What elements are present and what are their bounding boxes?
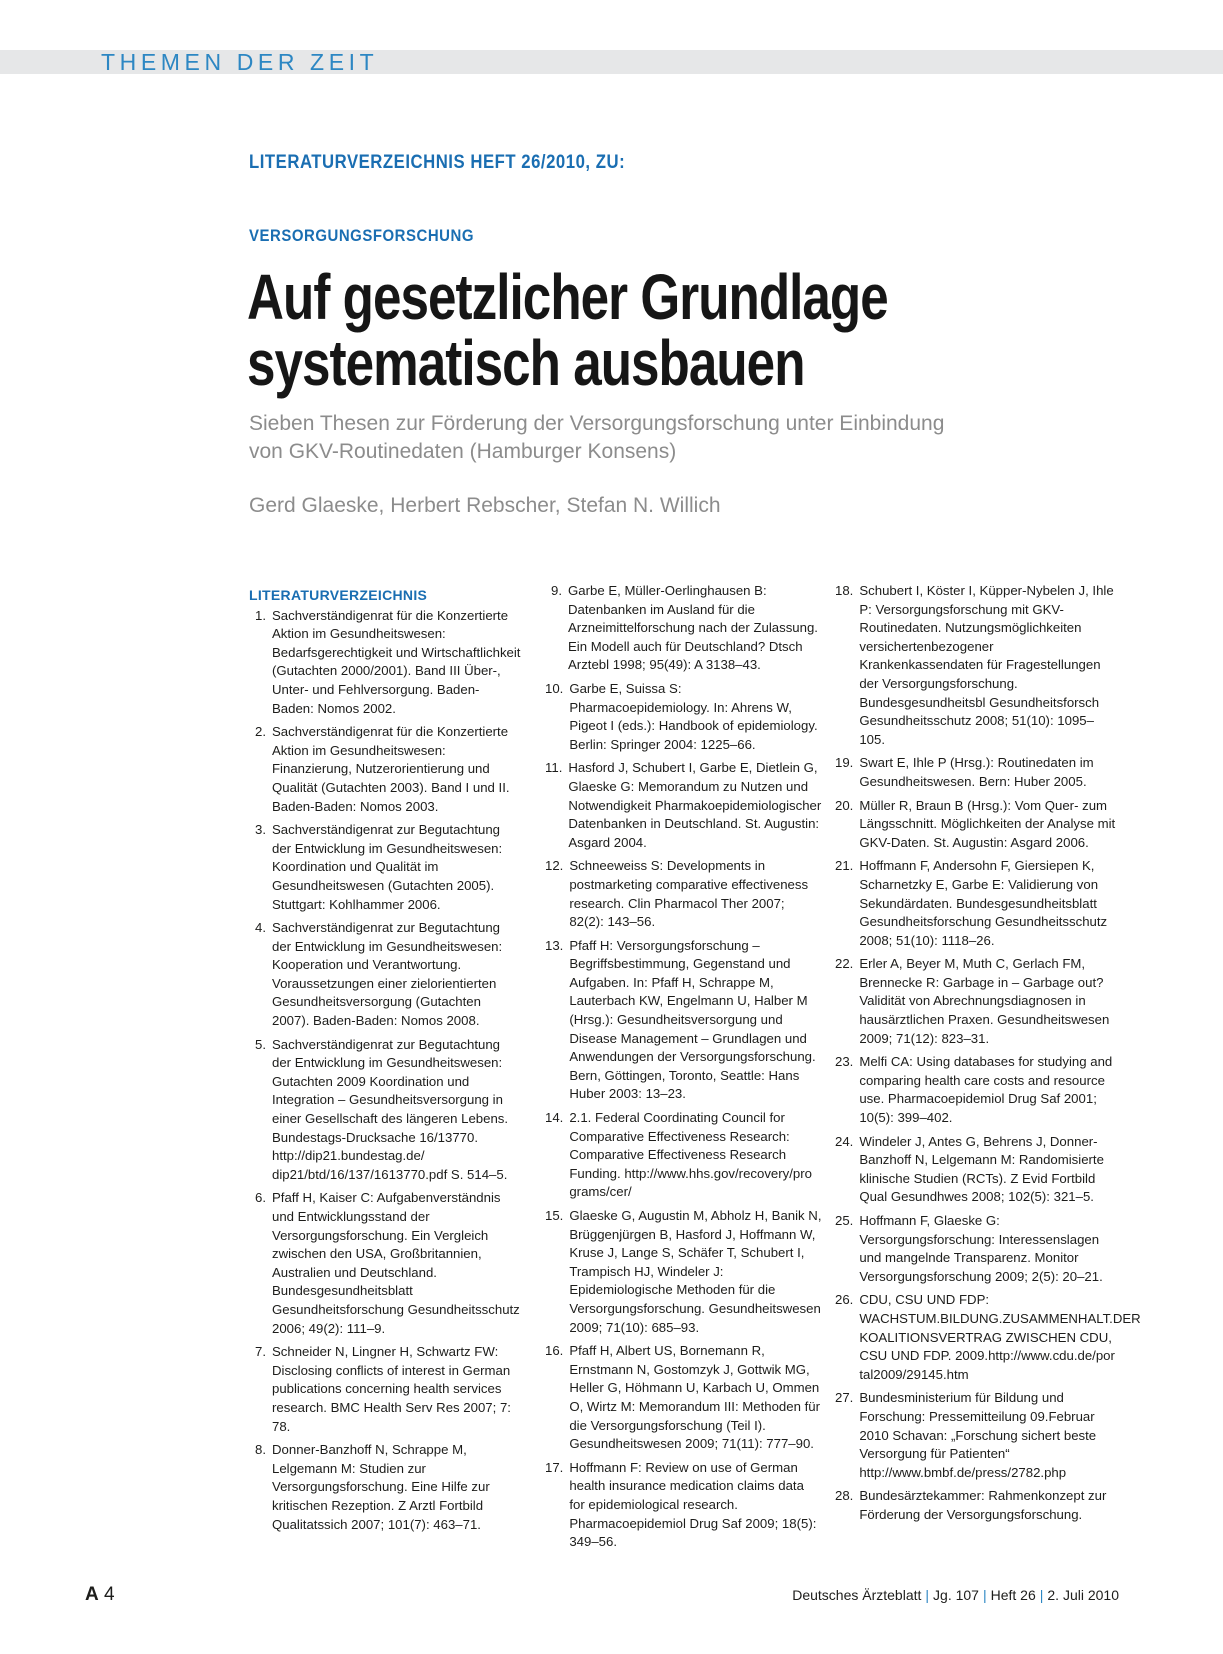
reference-number: 2.	[255, 724, 266, 740]
reference-text: Donner-Banzhoff N, Schrappe M, Lelgemann M: Studien zur Versorgungsforschung. Eine Hilfe zur kritischen Rezeption. Z Arztl Fortbild Qualitatssich 2007; 101(7): 463–71.	[272, 1442, 490, 1532]
reference-number: 17.	[545, 1459, 564, 1475]
reference-number: 14.	[545, 1110, 564, 1126]
journal-issue: Heft 26	[990, 1587, 1036, 1603]
reference-text: Sachverständigenrat für die Konzertierte Aktion im Gesundheitswesen: Bedarfsgerechtigkeit und Wirtschaftlichkeit (Gutachten 2000/2001). Band III Über-, Unter- und Fehlversorgung. Baden-Baden: Nomos 2002.	[272, 607, 521, 716]
reference-text: Pfaff H, Albert US, Bornemann R, Ernstmann N, Gostomzyk J, Gottwik MG, Heller G, Höhmann U, Karbach U, Ommen O, Wirtz M: Memorandum III: Methoden für die Versorgungsforschung (Teil I). Gesundheitswesen 2009; 71(11): 777–90.	[569, 1343, 820, 1452]
reference-item	[835, 754, 1116, 791]
reference-number: 20.	[835, 797, 854, 813]
article-subtitle	[249, 410, 1069, 466]
subtitle-line-2: von GKV-Routinedaten (Hamburger Konsens)	[249, 440, 677, 463]
reference-text: Sachverständigenrat zur Begutachtung der Entwicklung im Gesundheitswesen: Koordination und Qualität im Gesundheitswesen (Gutachten 2005). Stuttgart: Kohlhammer 2006.	[272, 822, 503, 912]
reference-text: Pfaff H, Kaiser C: Aufgabenverständnis und Entwicklungsstand der Versorgungsforschung. Ein Vergleich zwischen den USA, Großbritannien, Australien und Deutschland. Bundesgesundheitsblatt Gesundheitsforschung Gesundheitsschutz 2006; 49(2): 111–9.	[272, 1190, 520, 1336]
reference-item	[545, 937, 822, 1104]
reference-text: Garbe E, Suissa S: Pharmacoepidemiology. In: Ahrens W, Pigeot I (eds.): Handbook of epidemiology. Berlin: Springer 2004: 1225–66.	[569, 680, 818, 752]
reference-text: Schubert I, Köster I, Küpper-Nybelen J, Ihle P: Versorgungsforschung mit GKV-Routinedaten. Nutzungsmöglichkeiten versichertenbezogener Krankenkassendaten für Fragestellungen der Versorgungsforschung. Bundesgesundheitsbl Gesundheitsforsch Gesundheitsschutz 2008; 51(10): 1095–105.	[859, 583, 1114, 747]
section-label: THEMEN DER ZEIT	[101, 49, 379, 75]
reference-item	[835, 1053, 1116, 1127]
reference-text: Bundesministerium für Bildung und Forschung: Pressemitteilung 09.Februar 2010 Schavan: „Forschung sichert beste Versorgung für Patienten“ http://www.bmbf.de/press/2782.php	[859, 1390, 1097, 1480]
reference-text: Bundesärztekammer: Rahmenkonzept zur Förderung der Versorgungsforschung.	[859, 1488, 1107, 1522]
reference-text: 2.1. Federal Coordinating Council for Comparative Effectiveness Research: Comparative Effectiveness Research Funding. http://www.hhs.gov/recovery/pro grams/cer/	[569, 1110, 812, 1200]
journal-footer	[792, 1586, 1119, 1604]
article-title	[247, 261, 888, 399]
reference-number: 19.	[835, 755, 854, 771]
reference-number: 3.	[255, 822, 266, 838]
reference-text: Sachverständigenrat für die Konzertierte Aktion im Gesundheitswesen: Finanzierung, Nutzerorientierung und Qualität (Gutachten 2003). Band I und II. Baden-Baden: Nomos 2003.	[272, 724, 510, 814]
reference-number: 25.	[835, 1213, 854, 1228]
reference-text: Hoffmann F, Andersohn F, Giersiepen K, Scharnetzky E, Garbe E: Validierung von Sekundärdaten. Bundesgesundheitsblatt Gesundheitsforschung Gesundheitsschutz 2008; 51(10): 1118–26.	[859, 858, 1108, 948]
page-letter: A	[85, 1584, 99, 1605]
reference-item	[835, 955, 1116, 1048]
reference-number: 11.	[545, 760, 563, 776]
title-line-2: systematisch ausbauen	[247, 327, 805, 399]
reference-item	[545, 1109, 822, 1202]
reference-item	[249, 919, 521, 1031]
journal-date: 2. Juli 2010	[1047, 1587, 1119, 1603]
page-number	[85, 1584, 115, 1606]
references-heading: LITERATURVERZEICHNIS	[249, 587, 428, 603]
reference-text: Sachverständigenrat zur Begutachtung der Entwicklung im Gesundheitswesen: Kooperation und Verantwortung. Voraussetzungen einer zielorientierten Gesundheitsversorgung (Gutachten 2007). Baden-Baden: Nomos 2008.	[272, 920, 503, 1029]
reference-number: 6.	[255, 1190, 266, 1206]
reference-item	[835, 797, 1116, 853]
reference-item	[545, 582, 822, 675]
separator: |	[1039, 1587, 1044, 1603]
reference-item	[835, 1487, 1116, 1524]
reference-text: Hoffmann F: Review on use of German health insurance medication claims data for epidemiological research. Pharmacoepidemiol Drug Saf 2009; 18(5): 349–56.	[569, 1459, 817, 1550]
reference-number: 16.	[545, 1343, 564, 1359]
reference-item	[249, 723, 521, 816]
reference-item	[249, 1036, 521, 1185]
reference-text: CDU, CSU UND FDP: WACHSTUM.BILDUNG.ZUSAMMENHALT.DER KOALITIONSVERTRAG ZWISCHEN CDU, CSU UND FDP. 2009.http://www.cdu.de/por tal2009/29145.htm	[859, 1292, 1141, 1382]
reference-text: Garbe E, Müller-Oerlinghausen B: Datenbanken im Ausland für die Arzneimittelforschung nach der Zulassung. Ein Modell auch für Deutschland? Dtsch Arztebl 1998; 95(49): A 3138–43.	[568, 583, 818, 673]
reference-column-2	[545, 582, 822, 1557]
reference-text: Swart E, Ihle P (Hrsg.): Routinedaten im Gesundheitswesen. Bern: Huber 2005.	[859, 755, 1094, 789]
reference-column-1	[249, 582, 521, 1539]
reference-text: Pfaff H: Versorgungsforschung – Begriffsbestimmung, Gegenstand und Aufgaben. In: Pfaff H, Schrappe M, Lauterbach KW, Engelmann U, Halber M (Hrsg.): Gesundheitsversorgung und Disease Management – Grundlagen und Anwendungen der Versorgungsforschung. Bern, Göttingen, Toronto, Seattle: Hans Huber 2003: 13–23.	[569, 937, 816, 1102]
reference-number: 28.	[835, 1488, 854, 1504]
separator: |	[982, 1587, 987, 1603]
reference-number: 1.	[255, 607, 266, 623]
reference-number: 22.	[835, 956, 854, 972]
reference-number: 13.	[545, 937, 564, 953]
reference-number: 21.	[835, 858, 854, 874]
reference-text: Hasford J, Schubert I, Garbe E, Dietlein G, Glaeske G: Memorandum zu Nutzen und Notwendigkeit Pharmakoepidemiologischer Datenbanken in Deutschland. St. Augustin: Asgard 2004.	[568, 760, 822, 850]
reference-text: Glaeske G, Augustin M, Abholz H, Banik N, Brüggenjürgen B, Hasford J, Hoffmann W, Kruse J, Lange S, Schäfer T, Schubert I, Trampisch HJ, Windeler J: Epidemiologische Methoden für die Versorgungsforschung. Gesundheitswesen 2009; 71(10): 685–93.	[569, 1208, 822, 1335]
reference-number: 15.	[545, 1208, 564, 1223]
reference-number: 9.	[551, 583, 562, 598]
journal-volume: Jg. 107	[933, 1587, 979, 1603]
reference-item	[545, 1459, 822, 1552]
reference-number: 12.	[545, 858, 564, 874]
reference-column-3	[835, 582, 1141, 1530]
kicker-bibliography: LITERATURVERZEICHNIS HEFT 26/2010, ZU:	[249, 152, 626, 173]
reference-item	[545, 759, 822, 852]
reference-item	[249, 1189, 521, 1338]
reference-item	[249, 607, 521, 719]
reference-item	[545, 1207, 822, 1337]
reference-item	[835, 1133, 1116, 1207]
kicker-topic: VERSORGUNGSFORSCHUNG	[249, 226, 475, 245]
reference-item	[545, 1342, 822, 1454]
reference-number: 26.	[835, 1292, 854, 1308]
reference-item	[545, 680, 822, 754]
reference-text: Melfi CA: Using databases for studying and comparing health care costs and resource use. Pharmacoepidemiol Drug Saf 2001; 10(5): 399–402.	[859, 1054, 1113, 1126]
journal-name: Deutsches Ärzteblatt	[792, 1587, 922, 1603]
subtitle-line-1: Sieben Thesen zur Förderung der Versorgungsforschung unter Einbindung	[249, 412, 945, 435]
reference-text: Hoffmann F, Glaeske G: Versorgungsforschung: Interessenslagen und mangelnde Transparenz. Monitor Versorgungsforschung 2009; 2(5): 20–21.	[859, 1213, 1103, 1284]
reference-item	[249, 821, 521, 914]
page-number-value: 4	[104, 1584, 115, 1605]
reference-item	[835, 857, 1116, 950]
reference-number: 27.	[835, 1390, 854, 1406]
reference-text: Müller R, Braun B (Hrsg.): Vom Quer- zum Längsschnitt. Möglichkeiten der Analyse mit GKV-Daten. St. Augustin: Asgard 2006.	[859, 797, 1116, 850]
reference-item	[835, 1389, 1116, 1482]
reference-number: 10.	[545, 680, 564, 696]
reference-number: 5.	[255, 1036, 266, 1052]
reference-number: 8.	[255, 1442, 266, 1458]
reference-text: Windeler J, Antes G, Behrens J, Donner-Banzhoff N, Lelgemann M: Randomisierte klinische Studien (RCTs). Z Evid Fortbild Qual Gesundhwes 2008; 102(5): 321–5.	[859, 1133, 1104, 1205]
reference-number: 7.	[255, 1344, 266, 1360]
reference-item	[835, 1291, 1141, 1384]
reference-item	[249, 1441, 521, 1534]
reference-number: 4.	[255, 920, 266, 936]
reference-item	[835, 1212, 1116, 1286]
reference-text: Schneeweiss S: Developments in postmarketing comparative effectiveness research. Clin Pharmacol Ther 2007; 82(2): 143–56.	[569, 858, 809, 930]
reference-text: Sachverständigenrat zur Begutachtung der Entwicklung im Gesundheitswesen: Gutachten 2009 Koordination und Integration – Gesundheitsversorgung in einer Gesellschaft des längeren Lebens. Bundestags-Drucksache 16/13770. http://dip21.bundestag.de/ dip21/btd/16/137/1613770.pdf S. 514–5.	[272, 1036, 509, 1182]
reference-item	[545, 857, 822, 931]
title-line-1: Auf gesetzlicher Grundlage	[247, 261, 888, 333]
reference-number: 24.	[835, 1133, 854, 1149]
separator: |	[925, 1587, 930, 1603]
reference-text: Schneider N, Lingner H, Schwartz FW: Disclosing conflicts of interest in German publications concerning health services research. BMC Health Serv Res 2007; 7: 78.	[272, 1344, 511, 1434]
article-authors: Gerd Glaeske, Herbert Rebscher, Stefan N. Willich	[249, 494, 721, 517]
reference-text: Erler A, Beyer M, Muth C, Gerlach FM, Brennecke R: Garbage in – Garbage out? Validität von Abrechnungsdiagnosen in hausärztlichen Praxen. Gesundheitswesen 2009; 71(12): 823–31.	[859, 956, 1110, 1046]
reference-number: 23.	[835, 1054, 854, 1070]
reference-item	[249, 1343, 521, 1436]
reference-item	[835, 582, 1116, 749]
reference-number: 18.	[835, 583, 854, 598]
